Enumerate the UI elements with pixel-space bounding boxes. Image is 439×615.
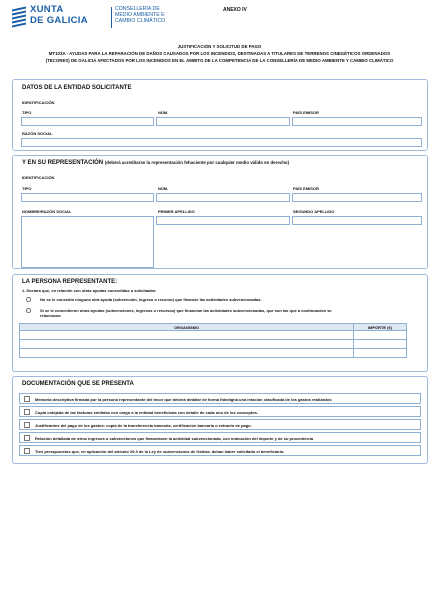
amount-cell[interactable] (354, 349, 407, 358)
declaration-item: 1. Declara que, en relación con otras ayudas concedidas o solicitadas: (22, 288, 157, 293)
other-aid-label-line1: Sí se le concedieron otras ayudas (subvenciones, ingresos o recursos) que financian las actividades subvencionadas, que son las que a continuación se (40, 308, 332, 313)
form-subtitle-line2: (TECORES) DE GALICIA AFECTADOS POR LOS INCENDIOS EN EL ÁMBITO DE LA COMPETENCIA DE LA CONSELLERÍA DE MEDIO AMBIENTE Y CAMBIO CLIMÁTICO (45, 58, 394, 63)
rep-identification-label: IDENTIFICACIÓN (22, 175, 55, 180)
doc-item-label: Copia cotejada de las facturas emitidas con cargo a la entidad beneficiaria con detalle de cada uno de los conceptos. (35, 410, 258, 415)
amount-cell[interactable] (354, 331, 407, 340)
representative-section (12, 155, 428, 269)
xunta-logo (12, 4, 166, 30)
rep-name-label: NOMBRE/RAZÓN SOCIAL (22, 209, 72, 214)
doc-item-checkbox[interactable] (24, 396, 30, 402)
rep-surname1-label: PRIMER APELLIDO (158, 209, 195, 214)
department-name: CONSELLERÍA DE MEDIO AMBIENTE E CAMBIO CLIMÁTICO (115, 6, 166, 25)
entity-section (12, 79, 428, 151)
logo-separator (111, 7, 112, 28)
documentation-section (12, 376, 428, 464)
rep-type-field[interactable] (21, 193, 154, 202)
rep-surname1-field[interactable] (156, 216, 290, 225)
organism-cell[interactable] (20, 349, 354, 358)
doc-item-label: Tres presupuestos que, en aplicación del artículo 29.3 de la Ley de subvenciones de Galicia, deban haber solicitado el beneficiario. (35, 449, 285, 454)
doc-item-checkbox[interactable] (24, 409, 30, 415)
doc-item-row (19, 406, 421, 417)
table-row (20, 331, 407, 340)
table-row (20, 349, 407, 358)
entity-company-name-label: RAZÓN SOCIAL (22, 131, 53, 136)
entity-company-name-field[interactable] (21, 138, 422, 147)
amount-cell[interactable] (354, 340, 407, 349)
form-title: JUSTIFICACIÓN Y SOLICITUD DE PAGO (177, 44, 262, 49)
entity-type-label: TIPO (22, 110, 32, 115)
rep-surname2-field[interactable] (292, 216, 422, 225)
declaration-section (12, 274, 428, 372)
org-name: XUNTA DE GALICIA (30, 4, 88, 26)
rep-country-label: PAÍS EMISOR (293, 186, 319, 191)
rep-number-field[interactable] (156, 193, 290, 202)
doc-item-row (19, 393, 421, 404)
organism-cell[interactable] (20, 340, 354, 349)
representative-section-title: Y EN SU REPRESENTACIÓN (deberá acreditarse la representación fehaciente por cualquier medio válido en derecho) (22, 160, 290, 166)
doc-item-checkbox[interactable] (24, 435, 30, 441)
doc-item-row (19, 432, 421, 443)
declaration-section-title: LA PERSONA REPRESENTANTE: (22, 279, 118, 285)
table-row (20, 340, 407, 349)
representative-note: (deberá acreditarse la representación fehaciente por cualquier medio válido en derecho) (104, 160, 290, 165)
doc-item-row (19, 445, 421, 456)
entity-identification-label: IDENTIFICACIÓN (22, 100, 55, 105)
no-other-aid-radio[interactable] (26, 297, 31, 302)
xunta-emblem-icon (12, 6, 26, 28)
entity-country-label: PAÍS EMISOR (293, 110, 319, 115)
other-aid-radio[interactable] (26, 308, 31, 313)
entity-section-title: DATOS DE LA ENTIDAD SOLICITANTE (22, 85, 132, 91)
annex-label: ANEXO IV (223, 7, 247, 13)
amount-column-header: IMPORTE (€) (354, 324, 407, 331)
entity-number-field[interactable] (156, 117, 290, 126)
rep-name-field[interactable] (21, 216, 154, 268)
no-other-aid-label: No se le concedió ninguna otra ayuda (subvención, ingreso o recurso) que financie las actividades subvencionadas. (40, 297, 262, 302)
documentation-section-title: DOCUMENTACIÓN QUE SE PRESENTA (22, 381, 134, 387)
entity-number-label: NÚM. (158, 110, 169, 115)
other-aid-label-line2: relacionan: (40, 313, 62, 318)
rep-surname2-label: SEGUNDO APELLIDO (293, 209, 335, 214)
rep-number-label: NÚM. (158, 186, 169, 191)
entity-country-field[interactable] (292, 117, 422, 126)
organism-cell[interactable] (20, 331, 354, 340)
form-subtitle-line1: MT103A - AYUDAS PARA LA REPARACIÓN DE DAÑOS CAUSADOS POR LOS INCENDIOS, DESTINADAS A TITULARES DE TERRENOS CINEGÉTICOS ORDENADOS (48, 51, 391, 56)
doc-item-label: Relación detallada de otros ingresos o subvenciones que financiasen la actividad subvencionada, con indicación del importe y de su procedencia (35, 436, 314, 441)
entity-type-field[interactable] (21, 117, 154, 126)
other-aid-table (19, 323, 407, 358)
rep-country-field[interactable] (292, 193, 422, 202)
doc-item-row (19, 419, 421, 430)
doc-item-label: Memoria descriptiva firmada por la persona representante del tecor que deberá detallar de forma fidedigna una relación clasificada de los gastos realizados (35, 397, 332, 402)
doc-item-checkbox[interactable] (24, 448, 30, 454)
rep-type-label: TIPO (22, 186, 32, 191)
doc-item-label: Justificantes del pago de los gastos: copia de la transferencia bancaria, certificación bancaria o extracto de pago. (35, 423, 252, 428)
doc-item-checkbox[interactable] (24, 422, 30, 428)
organism-column-header: ORGANISMO (20, 324, 354, 331)
